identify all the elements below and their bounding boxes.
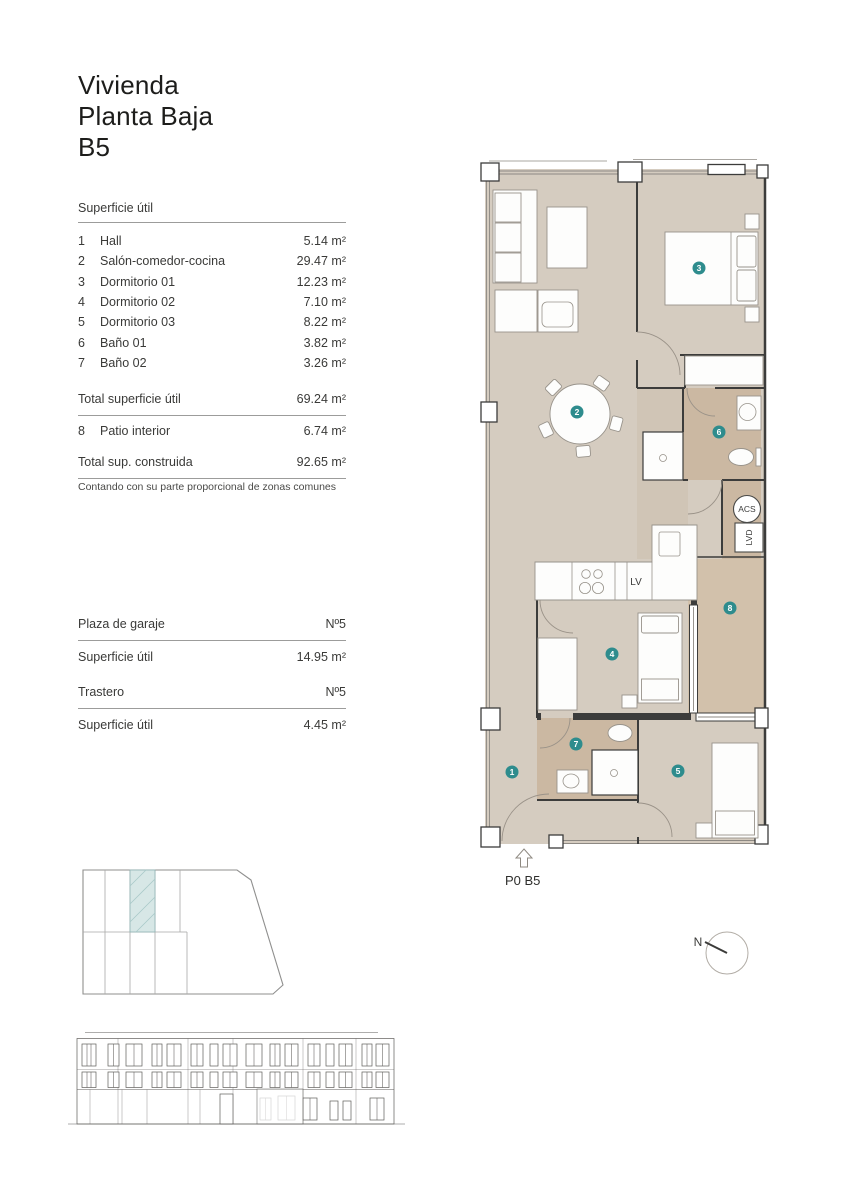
table-row: 5 Dormitorio 03 8.22 m² xyxy=(78,315,346,330)
north-label: N xyxy=(693,935,703,949)
room-badge-6 xyxy=(713,426,726,439)
table-row: 3 Dormitorio 01 12.23 m² xyxy=(78,274,346,289)
site-plan xyxy=(70,858,290,1008)
floor-plan xyxy=(475,155,785,890)
svg-text:3: 3 xyxy=(696,263,702,273)
elevation-unit-highlight xyxy=(257,1089,303,1124)
page-title xyxy=(78,70,213,163)
total-construida-row: Total sup. construida 92.65 m² xyxy=(78,455,346,479)
compass-needle xyxy=(705,942,727,953)
shower-bath-02 xyxy=(592,750,638,795)
title-line-3: B5 xyxy=(78,132,111,162)
north-compass xyxy=(680,915,760,995)
side-table xyxy=(495,290,537,332)
room-badge-5 xyxy=(672,765,685,778)
garage-area-row: Superficie útil 14.95 m² xyxy=(78,650,346,664)
lvd-label: LVD xyxy=(744,529,754,546)
table-row: 4 Dormitorio 02 7.10 m² xyxy=(78,295,346,310)
garage-title-row: Plaza de garaje Nº5 xyxy=(78,617,346,641)
svg-text:2: 2 xyxy=(574,407,580,417)
wardrobe-dormitorio-02 xyxy=(538,638,577,710)
title-line-1: Vivienda xyxy=(78,70,179,100)
storage-title-row: Trastero Nº5 xyxy=(78,685,346,709)
site-unit-highlight xyxy=(130,870,155,932)
svg-text:6: 6 xyxy=(716,427,722,437)
title-line-2: Planta Baja xyxy=(78,101,214,131)
rug xyxy=(547,207,587,268)
table-row: 7 Baño 02 3.26 m² xyxy=(78,355,346,370)
room-badge-8 xyxy=(724,602,737,615)
patio-row: 8 Patio interior 6.74 m² xyxy=(78,424,346,438)
table-row: 2 Salón-comedor-cocina 29.47 m² xyxy=(78,254,346,269)
wardrobe-dormitorio-01 xyxy=(685,356,763,385)
svg-text:5: 5 xyxy=(675,766,681,776)
surface-table-header: Superficie útil xyxy=(78,201,346,223)
room-badge-1 xyxy=(506,766,519,779)
room-badge-2 xyxy=(571,406,584,419)
common-zones-note: Contando con su parte proporcional de zonas comunes xyxy=(78,481,336,493)
acs-unit xyxy=(734,496,761,523)
upper-floor-windows xyxy=(82,1044,389,1066)
table-row: 1 Hall 5.14 m² xyxy=(78,234,346,249)
room-badge-7 xyxy=(570,738,583,751)
total-util-row: Total superficie útil 69.24 m² xyxy=(78,392,346,416)
svg-text:1: 1 xyxy=(509,767,515,777)
surface-table xyxy=(78,231,346,373)
first-floor-windows xyxy=(82,1072,389,1088)
armchair xyxy=(538,290,578,332)
shower-bath-01 xyxy=(643,432,683,480)
svg-text:7: 7 xyxy=(573,739,579,749)
sofa xyxy=(493,190,537,283)
storage-area-row: Superficie útil 4.45 m² xyxy=(78,718,346,732)
room-badge-4 xyxy=(606,648,619,661)
acs-label: ACS xyxy=(738,504,756,514)
room-badge-3 xyxy=(693,262,706,275)
lvd-unit xyxy=(735,523,763,552)
unit-label: P0 B5 xyxy=(505,873,541,888)
building-elevation xyxy=(60,1025,410,1137)
entry-arrow-icon xyxy=(516,849,532,867)
svg-text:8: 8 xyxy=(727,603,733,613)
svg-text:4: 4 xyxy=(609,649,615,659)
dishwasher-label: LV xyxy=(630,577,642,588)
table-row: 6 Baño 01 3.82 m² xyxy=(78,335,346,350)
